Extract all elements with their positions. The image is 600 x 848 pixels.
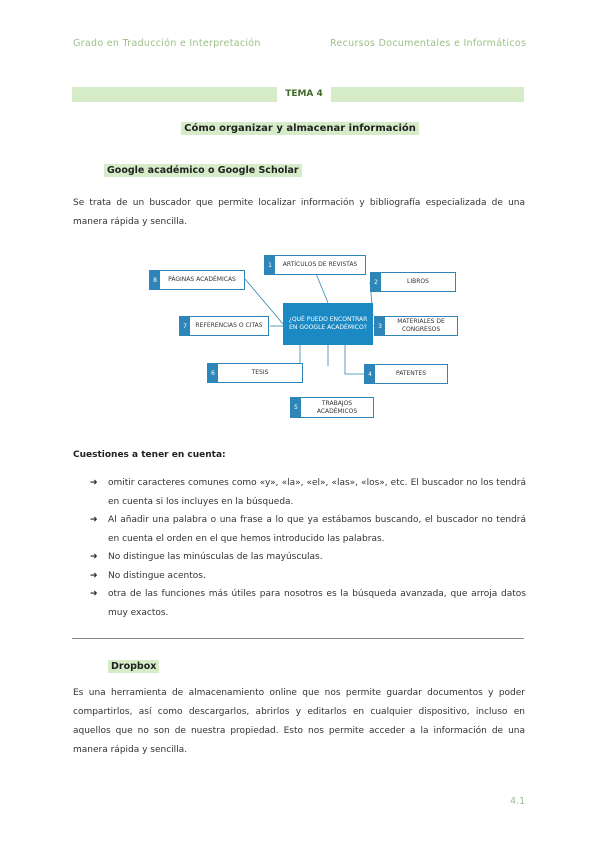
diagram-center-node: ¿QUÉ PUEDO ENCONTRAR EN GOOGLE ACADÉMICO?: [283, 303, 373, 345]
diagram-node-6: [207, 363, 303, 383]
node-label: TRABAJOS ACADÉMICOS: [316, 399, 358, 415]
node-number: 2: [371, 273, 381, 291]
section-paragraph-google-scholar: Se trata de un buscador que permite localizar información y bibliografía especializada de una manera rápida y sencilla.: [73, 198, 525, 227]
page-title-text: Cómo organizar y almacenar información: [181, 122, 419, 135]
google-scholar-diagram: [130, 246, 470, 426]
list-item-text: otra de las funciones más útiles para nosotros es la búsqueda avanzada, que arroja datos muy exactos.: [108, 589, 526, 618]
list-item: [90, 567, 526, 586]
section-heading-text: Dropbox: [108, 660, 159, 673]
arrow-right-icon: ➔: [90, 570, 98, 581]
diagram-node-8: [149, 270, 245, 290]
list-item-text: omitir caracteres comunes como «y», «la», «el», «las», «los», etc. El buscador no los tendrá en cuenta si los incluyes en la búsqueda.: [108, 478, 526, 507]
diagram-node-5: [290, 397, 374, 418]
list-item: [90, 511, 526, 548]
node-label: ARTÍCULOS DE REVISTAS: [282, 261, 358, 268]
node-label: REFERENCIAS O CITAS: [195, 322, 263, 329]
arrow-right-icon: ➔: [90, 478, 98, 488]
list-item: [90, 585, 526, 622]
node-number: 8: [150, 271, 160, 289]
list-item-text: Al añadir una palabra o una frase a lo que ya estábamos buscando, el buscador no tendrá en cuenta el orden en el que hemos introducido las palabras.: [108, 515, 526, 544]
topic-label: TEMA 4: [277, 87, 331, 102]
section-paragraph-dropbox: Es una herramienta de almacenamiento online que nos permite guardar documentos y poder compartirlos, así como descargarlos, abrirlos y editarlos en cualquier dispositivo, incluso en aquellos que no son de nuestra propiedad. Esto nos permite acceder a la información de una manera rápida y sencilla.: [73, 688, 525, 755]
arrow-right-icon: ➔: [90, 552, 98, 562]
page-title: [0, 123, 600, 134]
list-item: [90, 548, 526, 567]
diagram-node-3: [374, 316, 458, 336]
node-number: 3: [375, 317, 385, 335]
questions-heading: Cuestiones a tener en cuenta:: [73, 450, 226, 460]
connector-4: [345, 345, 365, 374]
list-item-text: No distingue acentos.: [108, 570, 206, 581]
node-label: MATERIALES DE CONGRESOS: [397, 318, 445, 333]
section-heading-dropbox: [108, 661, 159, 672]
page-number: 4.1: [510, 796, 526, 807]
arrow-right-icon: ➔: [90, 515, 98, 525]
section-heading-text: Google académico o Google Scholar: [104, 164, 302, 177]
questions-list: [90, 474, 526, 622]
node-number: 4: [365, 365, 375, 383]
node-number: 1: [265, 256, 275, 274]
header-course: Grado en Traducción e Interpretación: [73, 38, 261, 49]
node-label: TESIS: [251, 369, 269, 376]
node-label: PÁGINAS ACADÉMICAS: [168, 276, 236, 283]
diagram-node-2: [370, 272, 456, 292]
section-heading-google-scholar: [104, 165, 302, 176]
list-item: [90, 474, 526, 511]
node-number: 5: [291, 398, 301, 417]
node-number: 6: [208, 364, 218, 382]
diagram-node-4: [364, 364, 448, 384]
header-subject: Recursos Documentales e Informáticos: [330, 38, 527, 49]
section-divider: [72, 638, 524, 639]
diagram-node-7: [179, 316, 269, 336]
topic-bar: [72, 87, 524, 102]
node-label: LIBROS: [407, 278, 429, 285]
node-number: 7: [180, 317, 190, 335]
node-label: PATENTES: [395, 370, 427, 377]
list-item-text: No distingue las minúsculas de las mayúsculas.: [108, 552, 323, 562]
arrow-right-icon: ➔: [90, 589, 98, 599]
connector-1: [315, 271, 328, 303]
diagram-node-1: [264, 255, 366, 275]
